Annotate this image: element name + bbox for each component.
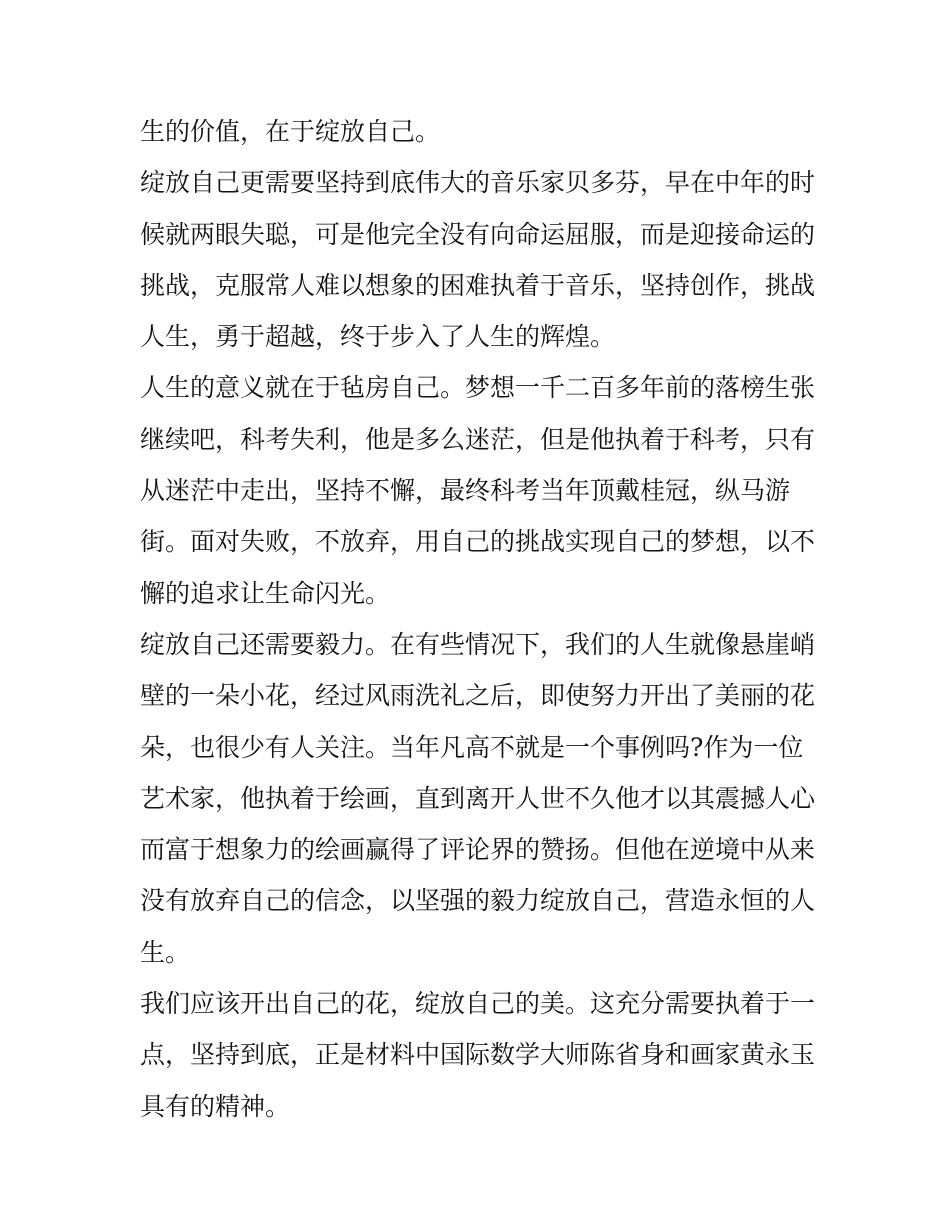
text-line: 朵，也很少有人关注。当年凡高不就是一个事例吗?作为一位 (140, 732, 804, 762)
text-line: 我们应该开出自己的花，绽放自己的美。这充分需要执着于一 (140, 989, 816, 1019)
text-line: 人生，勇于超越，终于步入了人生的辉煌。 (140, 322, 616, 352)
text-line: 从迷茫中走出，坚持不懈，最终科考当年顶戴桂冠，纵马游 (140, 476, 791, 506)
essay-body (140, 106, 820, 1132)
text-line: 艺术家，他执着于绘画，直到离开人世不久他才以其震撼人心 (140, 783, 816, 813)
text-line: 街。面对失败，不放弃，用自己的挑战实现自己的梦想，以不 (140, 527, 816, 557)
text-line: 候就两眼失聪，可是他完全没有向命运屈服，而是迎接命运的 (140, 219, 816, 249)
text-line: 绽放自己还需要毅力。在有些情况下，我们的人生就像悬崖峭 (140, 629, 816, 659)
text-line: 壁的一朵小花，经过风雨洗礼之后，即使努力开出了美丽的花 (140, 681, 816, 711)
text-line: 懈的追求让生命闪光。 (140, 578, 391, 608)
text-line: 挑战，克服常人难以想象的困难执着于音乐，坚持创作，挑战 (140, 270, 816, 300)
text-line: 继续吧，科考失利，他是多么迷茫，但是他执着于科考，只有 (140, 424, 816, 454)
text-line: 点，坚持到底，正是材料中国际数学大师陈省身和画家黄永玉 (140, 1040, 816, 1070)
text-line: 生。 (140, 937, 191, 967)
text-line: 绽放自己更需要坚持到底伟大的音乐家贝多芬，早在中年的时 (140, 168, 816, 198)
text-line: 而富于想象力的绘画赢得了评论界的赞扬。但他在逆境中从来 (140, 835, 816, 865)
text-line: 人生的意义就在于毡房自己。梦想一千二百多年前的落榜生张 (140, 373, 816, 403)
text-line: 没有放弃自己的信念，以坚强的毅力绽放自己，营造永恒的人 (140, 886, 816, 916)
text-line: 具有的精神。 (140, 1091, 291, 1121)
text-line: 生的价值，在于绽放自己。 (140, 117, 441, 146)
